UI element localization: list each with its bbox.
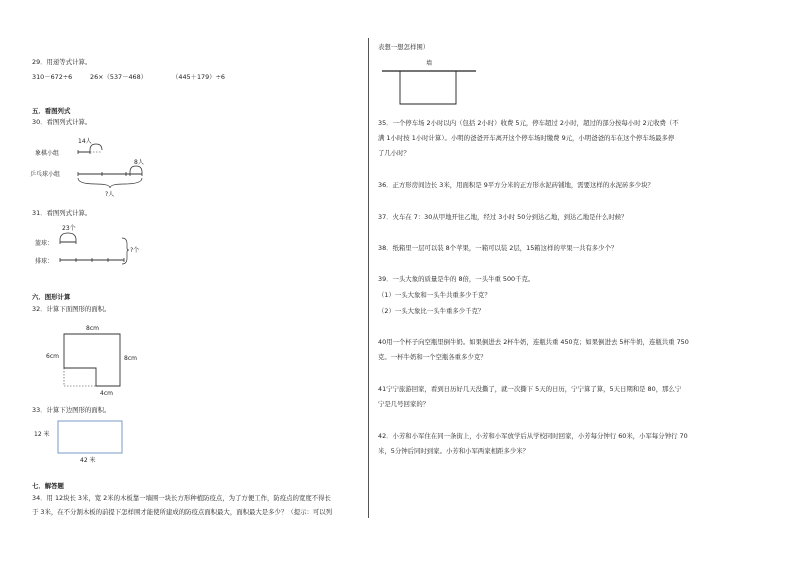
q29-expr-2: 26×（537－468）: [90, 73, 148, 81]
q34-line-1: 34．用 12块长 3米，宽 2米的木板靠一墙围一块长方形种植防疫点，为了方便工作，防疫点的宽度不得长: [32, 494, 331, 502]
q29-expr-3: （445＋179）÷6: [172, 73, 225, 81]
q42-line-1: 42．小芳和小军住在同一条街上，小芳和小军放学后从学校同时回家，小芳每分钟行 60米，小军每分钟行 70: [378, 432, 688, 440]
q30-label-chess: 象棋小组: [35, 150, 60, 157]
q39-sub-2: （2）一头大象比一头牛重多少千克？: [378, 307, 485, 315]
q39-title: 39．一头大象的质量是牛的 8倍，一头牛重 500千克。: [378, 275, 535, 283]
q41-line-2: 宁是几号回家的？: [378, 400, 430, 408]
q31-diagram: [30, 222, 150, 268]
q31-label-23: 23个: [62, 225, 76, 232]
q29-title: 29．用递等式计算。: [32, 58, 92, 66]
section-6-heading: 六．图形计算: [32, 293, 71, 301]
q32-title: 32．计算下面图形的面积。: [32, 305, 111, 313]
section-7-heading: 七．解答题: [32, 482, 64, 490]
q31-title: 31．看图列式计算。: [32, 209, 92, 217]
q32-label-top: 8cm: [86, 325, 99, 332]
column-divider: [368, 38, 369, 518]
q32-shape: [64, 334, 120, 386]
q32-diagram: [40, 320, 150, 397]
q34-continued: 表想一想怎样围）: [378, 43, 430, 51]
q38: 38．纸箱里一层可以装 8个苹果，一箱可以装 2层，15箱这样的苹果一共有多少个？: [378, 244, 618, 252]
q30-title: 30．看图列式计算。: [32, 118, 92, 126]
q30-label-8: 8人: [134, 159, 144, 166]
q29-expr-1: 310－672÷6: [32, 73, 73, 81]
q30-label-pingpong: 乒乓球小组: [30, 171, 61, 178]
q33-label-side: 12 米: [34, 431, 50, 438]
section-5-heading: 五．看图列式: [32, 107, 71, 115]
wall-diagram: [382, 56, 482, 110]
q33-label-bottom: 42 米: [80, 457, 96, 464]
q35-line-1: 35．一个停车场 2小时以内（包括 2小时）收费 5元，停车超过 2小时，超过的部分按每小时 2元收费（不: [378, 119, 679, 127]
q33-diagram: [30, 418, 130, 466]
q31-label-q: ?个: [130, 247, 140, 254]
q34-line-2: 于 3米，在不分割木板的前提下怎样围才能使所建成的防疫点面积最大，面积最大是多少？（提示：可以列: [32, 508, 333, 516]
q39-sub-1: （1）一头大象和一头牛共重多少千克？: [378, 291, 491, 299]
q32-label-right: 8cm: [124, 355, 137, 362]
q32-label-bottom: 4cm: [100, 390, 113, 397]
wall-label: 墙: [426, 60, 433, 67]
q30-label-q: ?人: [105, 191, 115, 198]
q30-brace-top: [90, 144, 102, 150]
q35-line-3: 了几小时？: [378, 149, 410, 157]
q31-label-volleyball: 排球：: [35, 258, 54, 265]
q33-title: 33．计算下边图形的面积。: [32, 406, 111, 414]
q32-label-left: 6cm: [46, 353, 59, 360]
q36: 36．正方形房间边长 3米，用面积是 9平方分米的正方形水泥砖铺地，需要这样的水泥砖多少块？: [378, 181, 654, 189]
q31-label-basketball: 篮球：: [35, 240, 54, 247]
q40-line-1: 40用一个杯子向空瓶里倒牛奶。如果倒进去 2杯牛奶，连瓶共重 450克；如果倒进去 5杯牛奶，连瓶共重 750: [378, 338, 689, 346]
q42-line-2: 米，5分钟后同时到家。小芳和小军两家相距多少米？: [378, 447, 530, 455]
q37: 37．火车在 7：30从甲地开往乙地，经过 3小时 50分到达乙地，到达乙地是什么时候？: [378, 213, 628, 221]
q41-line-1: 41宁宁旅游回家，看到日历好几天没撕了，就一次撕下 5天的日历，宁宁算了算，5天日期和是 80，那么宁: [378, 385, 682, 393]
q35-line-2: 满 1小时按 1小时计算）。小明的爸爸开车离开这个停车场时缴费 9元，小明爸爸的车在这个停车场最多停: [378, 134, 675, 142]
q40-line-2: 克。一杯牛奶和一个空瓶各重多少克？: [378, 353, 487, 361]
q30-diagram: [30, 128, 170, 200]
q33-rect: [58, 421, 122, 453]
q30-label-14: 14人: [78, 138, 92, 145]
